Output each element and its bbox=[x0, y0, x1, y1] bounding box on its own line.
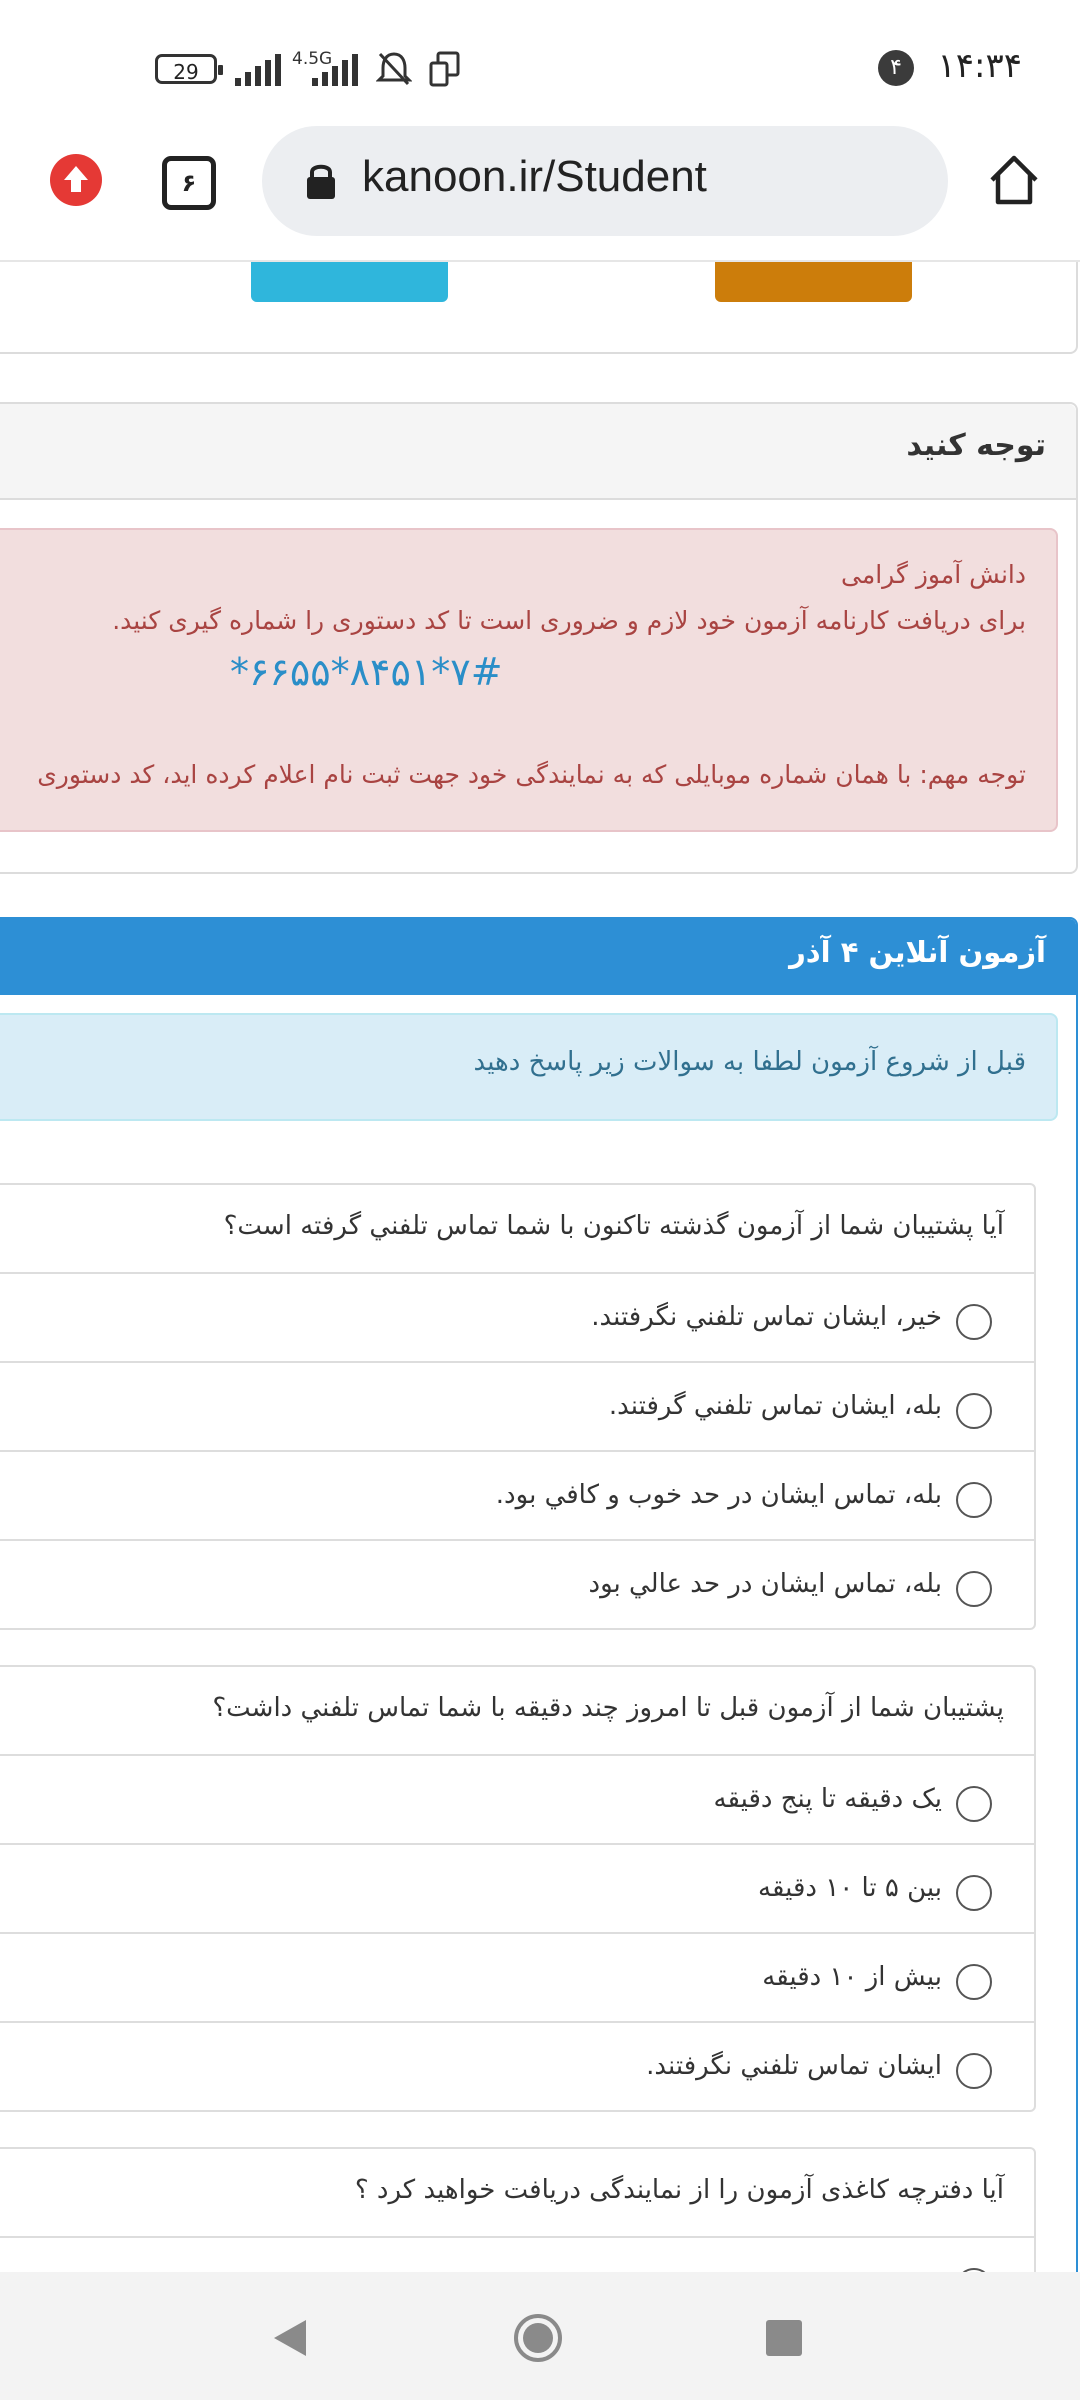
arrow-up-icon bbox=[50, 154, 102, 206]
option-row[interactable] bbox=[0, 1541, 1034, 1628]
notification-badge: ۴ bbox=[878, 50, 914, 86]
option-label[interactable]: بله، ایشان تماس تلفني گرفتند. bbox=[608, 1391, 942, 1421]
notice-line1: برای دریافت کارنامه آزمون خود لازم و ضروری است تا کد دستوری را شماره گیری کنید. bbox=[112, 606, 1026, 635]
home-circle-icon[interactable] bbox=[512, 2312, 564, 2364]
signal-2-icon bbox=[312, 54, 362, 86]
question-3 bbox=[0, 2147, 1036, 2272]
option-label[interactable]: بیش از ۱۰ دقیقه bbox=[762, 1962, 942, 1992]
question-3-header bbox=[0, 2149, 1034, 2238]
option-label[interactable]: یک دقیقه تا پنج دقیقه bbox=[713, 1784, 942, 1814]
exam-panel bbox=[0, 917, 1078, 2272]
option-row[interactable] bbox=[0, 2023, 1034, 2110]
radio-button[interactable] bbox=[956, 1786, 992, 1822]
radio-button[interactable] bbox=[956, 1393, 992, 1429]
option-label[interactable]: خیر، ایشان تماس تلفني نگرفتند. bbox=[591, 1302, 942, 1332]
radio-button[interactable] bbox=[956, 1875, 992, 1911]
option-row[interactable] bbox=[0, 2238, 1034, 2272]
option-row[interactable] bbox=[0, 1363, 1034, 1452]
question-1 bbox=[0, 1183, 1036, 1630]
question-1-header bbox=[0, 1185, 1034, 1274]
option-label[interactable]: بله، تماس ایشان در حد خوب و کافي بود. bbox=[495, 1480, 942, 1510]
navigation-bar bbox=[0, 2272, 1080, 2400]
tabs-icon[interactable]: ۶ bbox=[162, 156, 216, 210]
bell-off-icon bbox=[376, 50, 412, 88]
exam-info-alert bbox=[0, 1013, 1058, 1121]
exam-register-button[interactable] bbox=[715, 262, 912, 302]
option-label[interactable]: بله، تماس ایشان در حد عالي بود bbox=[588, 1569, 942, 1599]
page-content bbox=[0, 262, 1080, 2272]
home-icon[interactable] bbox=[988, 154, 1040, 206]
recents-icon[interactable] bbox=[766, 2320, 802, 2356]
lock-icon bbox=[304, 160, 338, 200]
question-text: آیا پشتیبان شما از آزمون گذشته تاکنون با شما تماس تلفني گرفته است؟ bbox=[223, 1211, 1004, 1241]
browser-toolbar bbox=[0, 120, 1080, 262]
attend-exam-button[interactable] bbox=[251, 262, 448, 302]
battery-icon: 29 bbox=[155, 54, 217, 84]
radio-button[interactable] bbox=[956, 1571, 992, 1607]
question-2 bbox=[0, 1665, 1036, 2112]
status-bar bbox=[0, 0, 1080, 120]
question-text: پشتیبان شما از آزمون قبل تا امروز چند دقیقه با شما تماس تلفني داشت؟ bbox=[212, 1693, 1004, 1723]
ussd-code[interactable]: *۶۶۵۵*۸۴۵۱*۷# bbox=[230, 650, 503, 694]
option-row[interactable] bbox=[0, 1845, 1034, 1934]
url-text: kanoon.ir/Student bbox=[362, 152, 707, 201]
option-label[interactable]: ایشان تماس تلفني نگرفتند. bbox=[646, 2051, 942, 2081]
exam-info-text: قبل از شروع آزمون لطفا به سوالات زیر پاسخ دهید bbox=[473, 1047, 1026, 1077]
notice-panel bbox=[0, 402, 1078, 874]
option-row[interactable] bbox=[0, 1452, 1034, 1541]
screen-cast-icon bbox=[428, 50, 462, 88]
radio-button[interactable] bbox=[956, 1304, 992, 1340]
exam-title: آزمون آنلاین ۴ آذر bbox=[789, 935, 1046, 969]
option-row[interactable] bbox=[0, 1274, 1034, 1363]
radio-button[interactable] bbox=[956, 1482, 992, 1518]
back-icon[interactable] bbox=[270, 2316, 310, 2360]
radio-button[interactable] bbox=[956, 2053, 992, 2089]
notice-alert bbox=[0, 528, 1058, 832]
notice-title: توجه کنید bbox=[906, 428, 1046, 463]
address-bar[interactable] bbox=[262, 126, 948, 236]
question-text: آیا دفترچه کاغذی آزمون را از نمایندگی دریافت خواهید کرد ؟ bbox=[354, 2175, 1004, 2205]
option-label[interactable]: بین ۵ تا ۱۰ دقیقه bbox=[758, 1873, 942, 1903]
notice-important: توجه مهم: با همان شماره موبایلی که به نمایندگی خود جهت ثبت نام اعلام کرده اید، کد دستوری bbox=[37, 760, 1026, 789]
question-2-header bbox=[0, 1667, 1034, 1756]
signal-icon bbox=[235, 54, 285, 86]
network-type-label: 4.5G bbox=[292, 49, 333, 69]
upload-icon[interactable] bbox=[50, 154, 102, 206]
option-row[interactable] bbox=[0, 1756, 1034, 1845]
notice-header bbox=[0, 404, 1076, 500]
status-time: ۱۴:۳۴ bbox=[937, 46, 1022, 86]
top-buttons-panel bbox=[0, 262, 1078, 354]
exam-header bbox=[0, 919, 1076, 995]
option-row[interactable] bbox=[0, 1934, 1034, 2023]
notice-greeting: دانش آموز گرامی bbox=[841, 560, 1026, 589]
radio-button[interactable] bbox=[956, 1964, 992, 2000]
